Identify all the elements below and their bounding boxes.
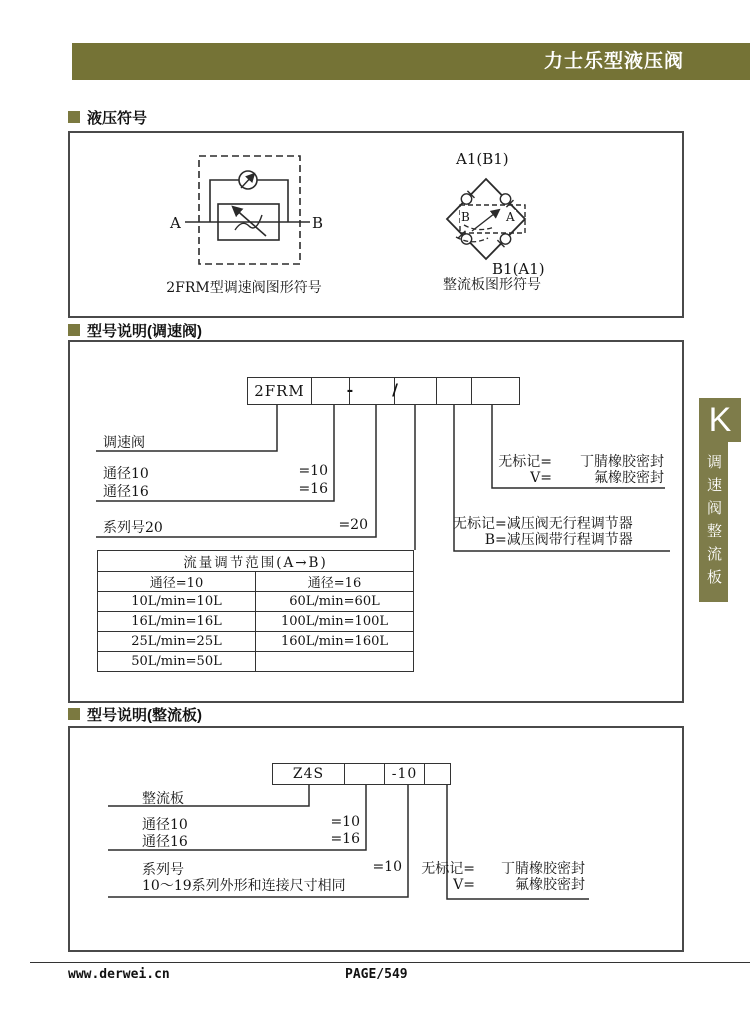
callout-size10-label: 通径10 <box>142 817 188 833</box>
code-cell-size <box>345 763 385 785</box>
callout-series-value: =10 <box>372 859 402 875</box>
flow-range-table <box>97 550 414 672</box>
flow-cell: 50L/min=50L <box>98 652 256 672</box>
regulator-value: =减压阀无行程调节器 <box>495 516 633 532</box>
flow-cell <box>256 652 414 672</box>
regulator-row <box>452 516 633 532</box>
callout-valve-name: 调速阀 <box>103 435 145 451</box>
plate-inner-a-label: A <box>506 210 515 224</box>
seal-row <box>482 454 664 470</box>
seal-row <box>482 470 664 486</box>
callout-size10-value: =10 <box>330 814 360 830</box>
flow-cell: 16L/min=16L <box>98 612 256 632</box>
callout-size16-value: =16 <box>330 831 360 847</box>
callout-size10-label: 通径10 <box>103 466 149 482</box>
seal-row <box>405 877 585 893</box>
seal-key: 无标记= <box>498 454 552 470</box>
callout-size16-label: 通径16 <box>142 834 188 850</box>
code-separator-slash: / <box>392 380 398 399</box>
callout-regulator-group <box>452 516 633 548</box>
chapter-tab-label <box>699 442 728 602</box>
table-row <box>98 592 414 612</box>
footer-website: www.derwei.cn <box>68 967 170 982</box>
port-b-label: B <box>312 214 324 232</box>
callout-size16-value: =16 <box>298 481 328 497</box>
section-heading-label: 型号说明(整流板) <box>87 706 202 724</box>
valve-model-panel <box>68 340 684 703</box>
regulator-row <box>452 532 633 548</box>
callout-series-label: 系列号20 <box>103 520 163 536</box>
callout-size16-label: 通径16 <box>103 484 149 500</box>
chapter-vertical-label: 调速阀整流板 <box>705 454 722 592</box>
seal-value: 氟橡胶密封 <box>515 877 585 893</box>
header-bar <box>72 43 750 80</box>
plate-bottom-port-label: B1(A1) <box>492 260 545 278</box>
code-cell-regulator <box>437 377 472 405</box>
table-row <box>98 612 414 632</box>
hydraulic-symbols-drawing <box>70 133 682 316</box>
valve-model-code-boxes <box>247 377 520 405</box>
seal-value: 丁腈橡胶密封 <box>501 861 585 877</box>
seal-key: V= <box>530 470 552 486</box>
regulator-key: 无标记 <box>453 516 495 532</box>
table-row <box>98 551 414 572</box>
plate-inner-b-label: B <box>461 210 470 224</box>
flow-table-title: 流量调节范围(A→B) <box>98 551 414 572</box>
table-row <box>98 632 414 652</box>
code-cell-prefix: 2FRM <box>247 377 312 405</box>
seal-value: 丁腈橡胶密封 <box>580 454 664 470</box>
callout-series-value: =20 <box>338 517 368 533</box>
port-a-label: A <box>170 214 181 232</box>
callout-series-label: 系列号 <box>142 862 184 878</box>
callout-series-note: 10～19系列外形和连接尺寸相同 <box>142 878 346 894</box>
regulator-value: =减压阀带行程调节器 <box>495 532 633 548</box>
regulator-key: B <box>484 532 495 548</box>
plate-symbol-caption: 整流板图形符号 <box>443 277 541 293</box>
seal-key: 无标记= <box>421 861 475 877</box>
seal-row <box>405 861 585 877</box>
flow-col-header: 通径=16 <box>256 572 414 592</box>
square-bullet-icon <box>68 324 80 336</box>
code-separator-dash: - <box>346 380 354 399</box>
flow-col-header: 通径=10 <box>98 572 256 592</box>
table-row <box>98 652 414 672</box>
footer-divider <box>30 962 750 963</box>
flow-cell: 100L/min=100L <box>256 612 414 632</box>
code-cell-series: -10 <box>385 763 425 785</box>
valve-symbol-caption: 2FRM型调速阀图形符号 <box>166 280 322 296</box>
plate-top-port-label: A1(B1) <box>456 150 509 168</box>
chapter-letter: K <box>708 400 732 439</box>
seal-value: 氟橡胶密封 <box>594 470 664 486</box>
footer-page-number: PAGE/549 <box>345 967 408 982</box>
flow-cell: 25L/min=25L <box>98 632 256 652</box>
chapter-tab-letter <box>699 398 741 442</box>
section-heading-symbols <box>68 108 147 126</box>
square-bullet-icon <box>68 708 80 720</box>
plate-model-code-boxes <box>272 763 451 785</box>
section-heading-valve-model <box>68 321 202 339</box>
code-cell-seal <box>425 763 451 785</box>
table-row <box>98 572 414 592</box>
callout-plate-name: 整流板 <box>142 791 184 807</box>
code-cell-prefix: Z4S <box>272 763 345 785</box>
flow-cell: 160L/min=160L <box>256 632 414 652</box>
section-heading-plate-model <box>68 705 202 723</box>
section-heading-label: 型号说明(调速阀) <box>87 322 202 340</box>
page-title: 力士乐型液压阀 <box>543 51 684 72</box>
callout-seal-group <box>405 861 585 893</box>
flow-cell: 10L/min=10L <box>98 592 256 612</box>
callout-seal-group <box>482 454 664 486</box>
callout-size10-value: =10 <box>298 463 328 479</box>
section-heading-label: 液压符号 <box>87 109 148 127</box>
code-cell-seal <box>472 377 520 405</box>
seal-key: V= <box>453 877 475 893</box>
square-bullet-icon <box>68 111 80 123</box>
flow-cell: 60L/min=60L <box>256 592 414 612</box>
symbols-panel <box>68 131 684 318</box>
plate-model-panel <box>68 726 684 952</box>
